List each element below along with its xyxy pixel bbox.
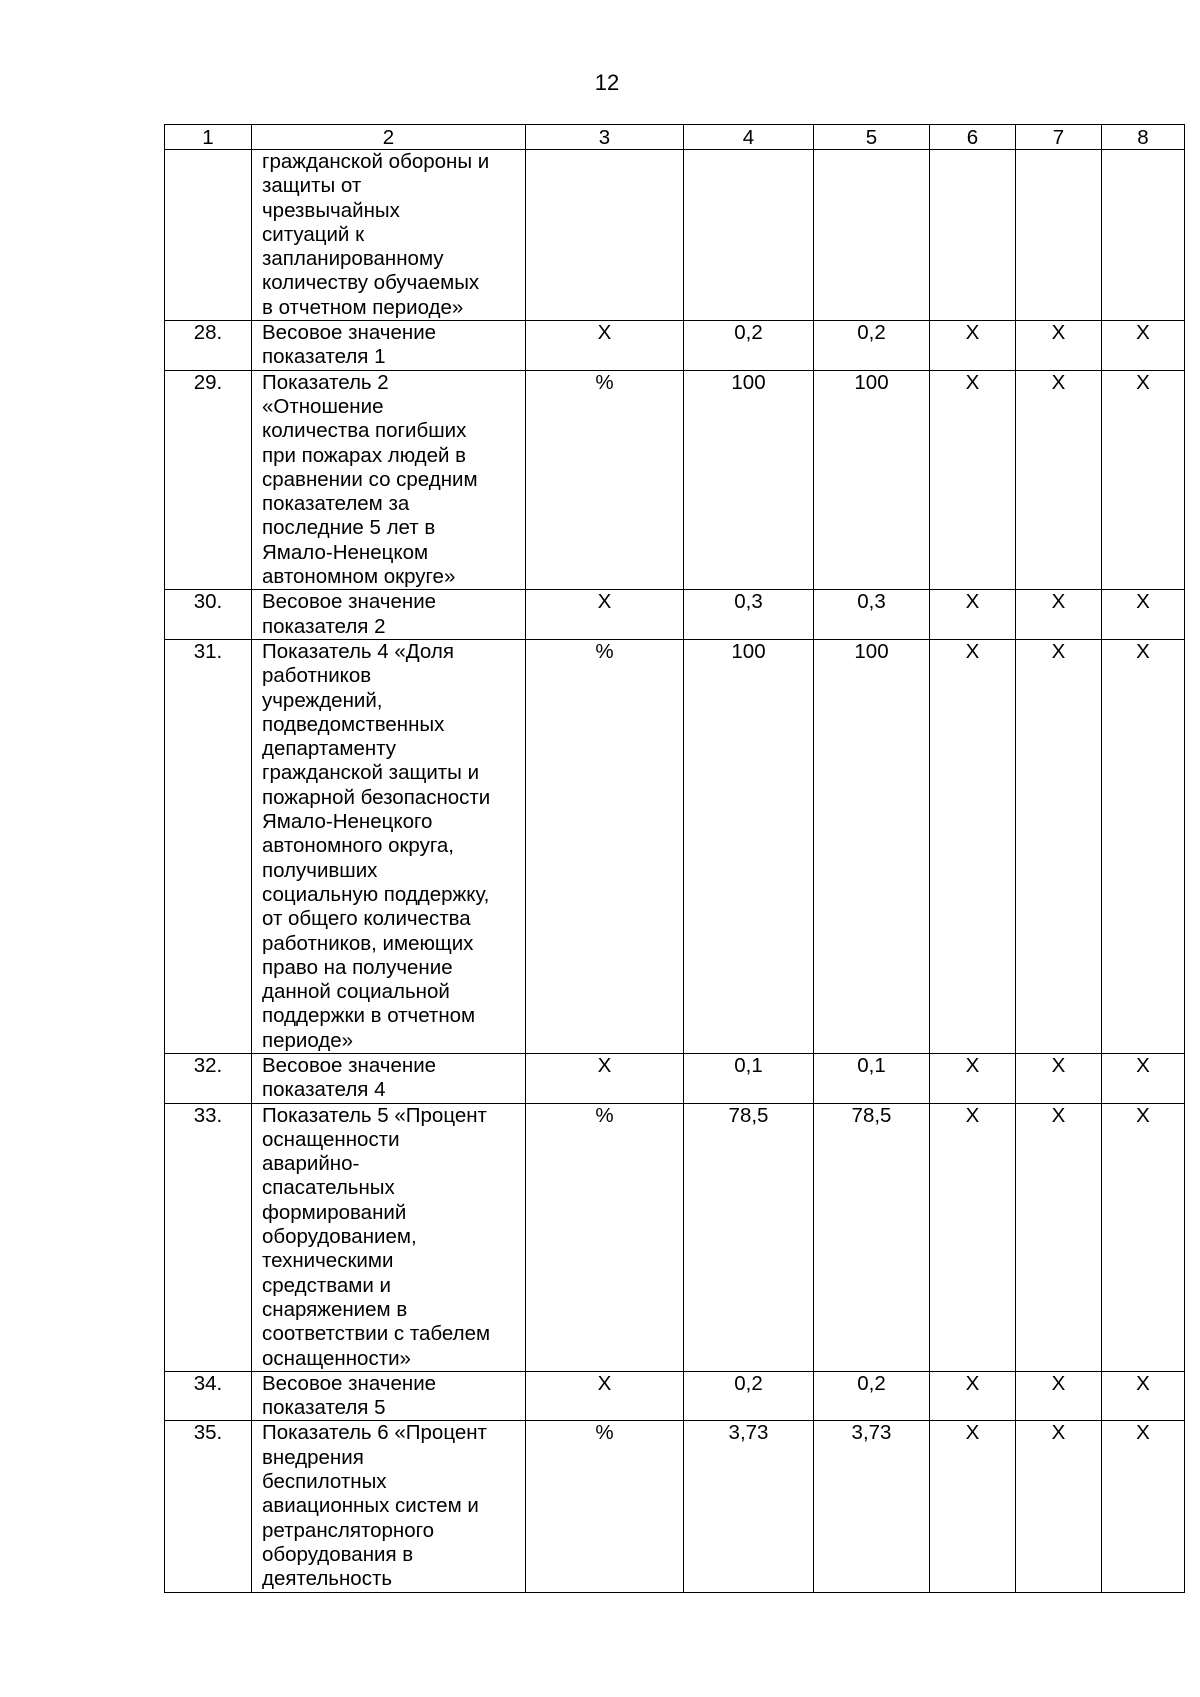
row-number-cell: 31. bbox=[165, 639, 252, 1053]
row-number-cell: 28. bbox=[165, 321, 252, 371]
row-number-cell: 35. bbox=[165, 1421, 252, 1592]
value-cell-7: Х bbox=[1016, 1053, 1102, 1103]
value-cell-5: 0,2 bbox=[814, 1371, 930, 1421]
value-cell-4: 0,1 bbox=[684, 1053, 814, 1103]
unit-cell: % bbox=[526, 370, 684, 590]
value-cell-8: Х bbox=[1102, 1371, 1185, 1421]
indicator-name-cell: Показатель 6 «Процент внедрения беспилотных авиационных систем и ретрансляторного оборудования в деятельность bbox=[252, 1421, 526, 1592]
table-row bbox=[165, 370, 1185, 590]
indicator-name-cell: Весовое значение показателя 4 bbox=[252, 1053, 526, 1103]
header-cell: 2 bbox=[252, 125, 526, 150]
value-cell-6: Х bbox=[930, 639, 1016, 1053]
unit-cell: Х bbox=[526, 1371, 684, 1421]
value-cell-4: 78,5 bbox=[684, 1103, 814, 1371]
row-number-cell: 33. bbox=[165, 1103, 252, 1371]
header-cell: 4 bbox=[684, 125, 814, 150]
unit-cell: Х bbox=[526, 590, 684, 640]
value-cell-5: 0,2 bbox=[814, 321, 930, 371]
value-cell-4: 3,73 bbox=[684, 1421, 814, 1592]
page-number: 12 bbox=[594, 70, 620, 95]
value-cell-6: Х bbox=[930, 1421, 1016, 1592]
value-cell-4: 0,2 bbox=[684, 321, 814, 371]
value-cell-5: 100 bbox=[814, 370, 930, 590]
indicator-name-cell: Показатель 2 «Отношение количества погибших при пожарах людей в сравнении со средним показателем за последние 5 лет в Ямало-Ненецком автономном округе» bbox=[252, 370, 526, 590]
unit-cell: % bbox=[526, 639, 684, 1053]
value-cell-4 bbox=[684, 150, 814, 321]
value-cell-8: Х bbox=[1102, 370, 1185, 590]
indicator-name-cell: Показатель 4 «Доля работников учреждений, подведомственных департаменту гражданской защиты и пожарной безопасности Ямало-Ненецкого автономного округа, получивших социальную поддержку, от общего количества работников, имеющих право на получение данной социальной поддержки в отчетном периоде» bbox=[252, 639, 526, 1053]
indicator-name-cell: Весовое значение показателя 2 bbox=[252, 590, 526, 640]
row-number-cell: 32. bbox=[165, 1053, 252, 1103]
unit-cell: % bbox=[526, 1103, 684, 1371]
header-cell: 1 bbox=[165, 125, 252, 150]
value-cell-6 bbox=[930, 150, 1016, 321]
indicator-name-cell: Весовое значение показателя 5 bbox=[252, 1371, 526, 1421]
unit-cell bbox=[526, 150, 684, 321]
value-cell-7 bbox=[1016, 150, 1102, 321]
value-cell-7: Х bbox=[1016, 1371, 1102, 1421]
value-cell-8: Х bbox=[1102, 321, 1185, 371]
value-cell-6: Х bbox=[930, 1053, 1016, 1103]
indicators-table bbox=[164, 124, 1185, 1593]
header-cell: 3 bbox=[526, 125, 684, 150]
table-row bbox=[165, 1421, 1185, 1592]
unit-cell: Х bbox=[526, 321, 684, 371]
value-cell-6: Х bbox=[930, 1103, 1016, 1371]
row-number-cell: 34. bbox=[165, 1371, 252, 1421]
value-cell-7: Х bbox=[1016, 639, 1102, 1053]
value-cell-7: Х bbox=[1016, 590, 1102, 640]
value-cell-8: Х bbox=[1102, 1421, 1185, 1592]
value-cell-5: 0,1 bbox=[814, 1053, 930, 1103]
table-row bbox=[165, 1371, 1185, 1421]
table-row bbox=[165, 150, 1185, 321]
value-cell-5 bbox=[814, 150, 930, 321]
value-cell-8: Х bbox=[1102, 1053, 1185, 1103]
header-cell: 7 bbox=[1016, 125, 1102, 150]
value-cell-4: 100 bbox=[684, 639, 814, 1053]
indicator-name-cell: Весовое значение показателя 1 bbox=[252, 321, 526, 371]
row-number-cell: 29. bbox=[165, 370, 252, 590]
value-cell-4: 0,3 bbox=[684, 590, 814, 640]
table-header-row bbox=[165, 125, 1185, 150]
table-row bbox=[165, 590, 1185, 640]
table-row bbox=[165, 1053, 1185, 1103]
table-row bbox=[165, 639, 1185, 1053]
value-cell-8: Х bbox=[1102, 1103, 1185, 1371]
unit-cell: % bbox=[526, 1421, 684, 1592]
value-cell-6: Х bbox=[930, 1371, 1016, 1421]
value-cell-5: 78,5 bbox=[814, 1103, 930, 1371]
indicator-name-cell: Показатель 5 «Процент оснащенности аварийно- спасательных формирований оборудованием, техническими средствами и снаряжением в соответствии с табелем оснащенности» bbox=[252, 1103, 526, 1371]
indicator-name-cell: гражданской обороны и защиты от чрезвычайных ситуаций к запланированному количеству обучаемых в отчетном периоде» bbox=[252, 150, 526, 321]
value-cell-7: Х bbox=[1016, 1421, 1102, 1592]
header-cell: 5 bbox=[814, 125, 930, 150]
value-cell-6: Х bbox=[930, 590, 1016, 640]
value-cell-7: Х bbox=[1016, 321, 1102, 371]
value-cell-7: Х bbox=[1016, 1103, 1102, 1371]
value-cell-8: Х bbox=[1102, 639, 1185, 1053]
value-cell-8: Х bbox=[1102, 590, 1185, 640]
value-cell-7: Х bbox=[1016, 370, 1102, 590]
table-body bbox=[165, 125, 1185, 1593]
value-cell-6: Х bbox=[930, 321, 1016, 371]
table-row bbox=[165, 321, 1185, 371]
value-cell-5: 100 bbox=[814, 639, 930, 1053]
value-cell-5: 3,73 bbox=[814, 1421, 930, 1592]
header-cell: 6 bbox=[930, 125, 1016, 150]
header-cell: 8 bbox=[1102, 125, 1185, 150]
value-cell-6: Х bbox=[930, 370, 1016, 590]
row-number-cell: 30. bbox=[165, 590, 252, 640]
unit-cell: Х bbox=[526, 1053, 684, 1103]
value-cell-8 bbox=[1102, 150, 1185, 321]
value-cell-5: 0,3 bbox=[814, 590, 930, 640]
value-cell-4: 100 bbox=[684, 370, 814, 590]
table-row bbox=[165, 1103, 1185, 1371]
value-cell-4: 0,2 bbox=[684, 1371, 814, 1421]
row-number-cell bbox=[165, 150, 252, 321]
